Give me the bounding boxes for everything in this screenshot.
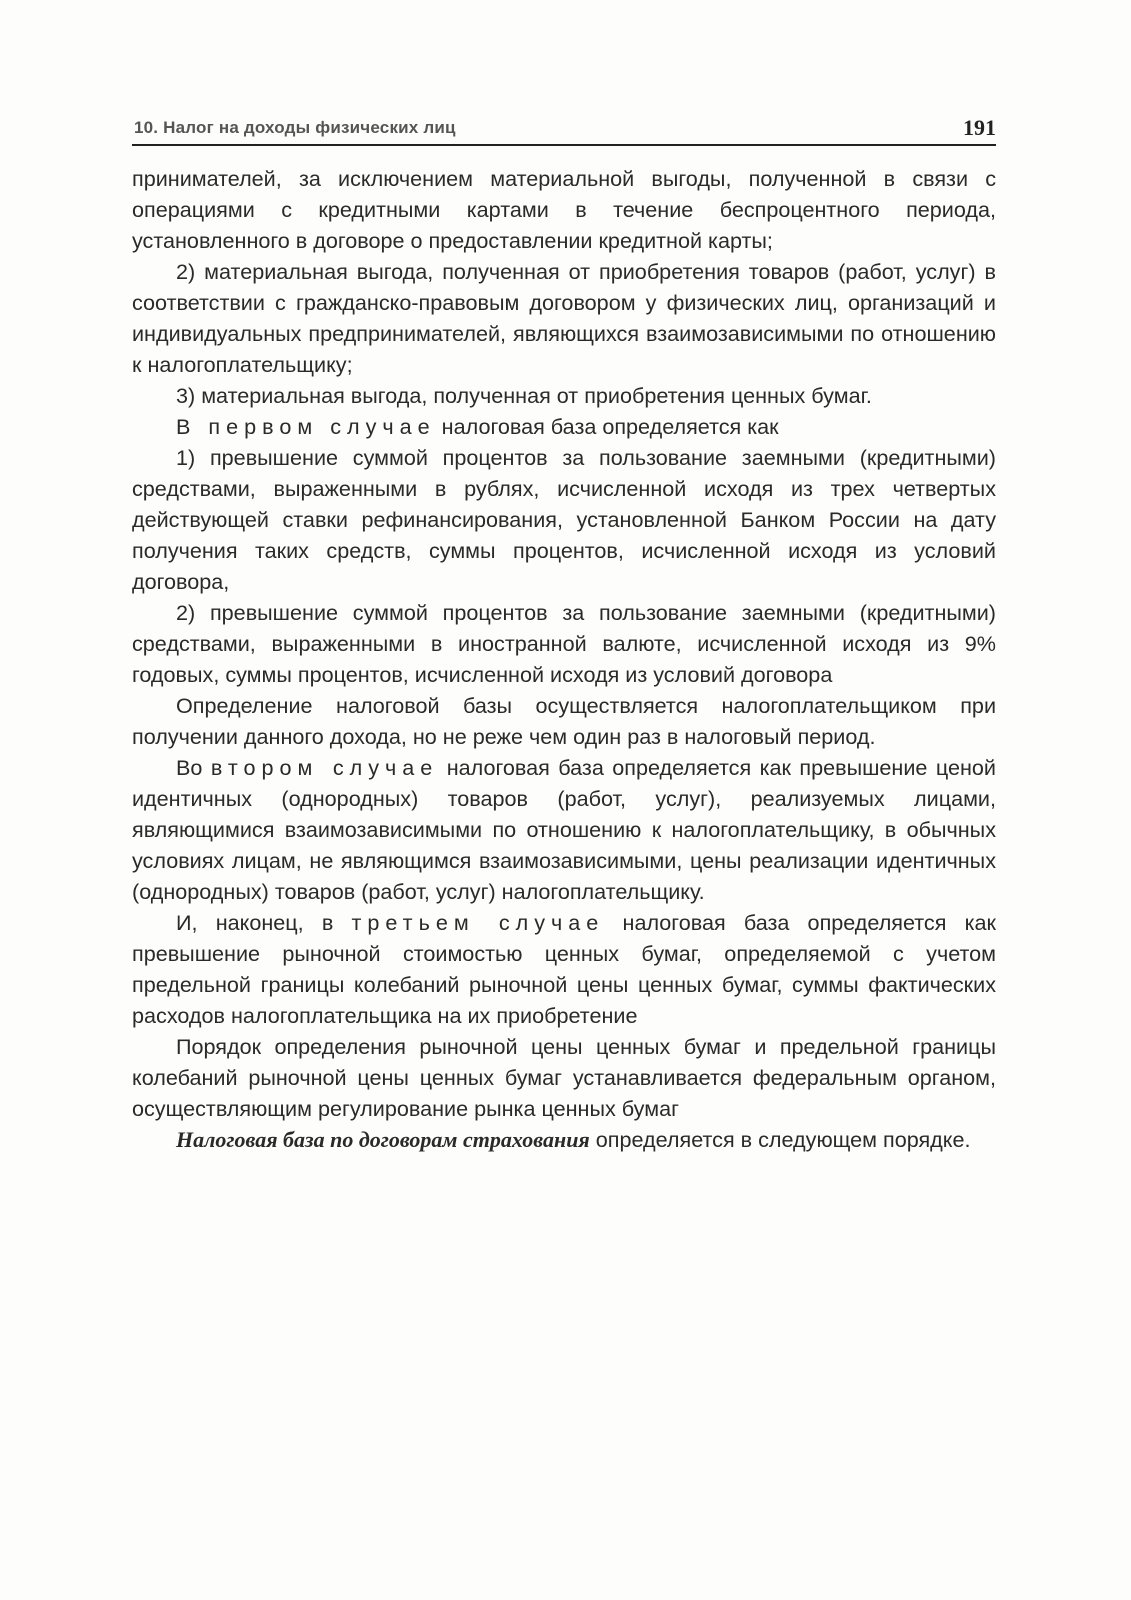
emphasis-italic: Налоговая база по договорам страхования (176, 1127, 590, 1152)
paragraph: 1) превышение суммой процентов за пользование заемными (кредитными) средствами, выраженными в рублях, исчисленной исходя из трех четвертых действующей ставки рефинансирования, установленной Банком России на дату получения таких средств, суммы процентов, исчисленной исходя из условий договора, (132, 445, 996, 594)
chapter-title: 10. Налог на доходы физических лиц (134, 118, 456, 137)
paragraph-text: налоговая база определяется как превышение рыночной стоимостью ценных бумаг, определяемой с учетом предельной границы колебаний рыночной цены ценных бумаг, суммы фактических расходов налогоплательщика на их приобретение (132, 910, 996, 1028)
paragraph: 3) материальная выгода, полученная от приобретения ценных бумаг. (176, 383, 872, 408)
emphasis-spaced: третьем случае (351, 910, 605, 935)
paragraph (132, 411, 996, 442)
page-body (132, 163, 996, 1155)
paragraph-text: И, наконец, в (176, 910, 352, 935)
paragraph-text: налоговая база определяется как превышение ценой идентичных (однородных) товаров (работ, услуг), реализуемых лицами, являющимися взаимозависимыми по отношению к налогоплательщику, в обычных условиях лицам, не являющимся взаимозависимыми, цены реализации идентичных (однородных) товаров (работ, услуг) налогоплательщику. (132, 755, 996, 904)
paragraph-text: Во (176, 755, 211, 780)
paragraph: принимателей, за исключением материальной выгоды, полученной в связи с операциями с кредитными картами в течение беспроцентного периода, установленного в договоре о предоставлении кредитной карты; (132, 166, 996, 253)
paragraph: 2) материальная выгода, полученная от приобретения товаров (работ, услуг) в соответствии с гражданско-правовым договором у физических лиц, организаций и индивидуальных предпринимателей, являющихся взаимозависимыми по отношению к налогоплательщику; (132, 259, 996, 377)
paragraph: Определение налоговой базы осуществляется налогоплательщиком при получении данного дохода, но не реже чем один раз в налоговый период. (132, 693, 996, 749)
paragraph: 2) превышение суммой процентов за пользование заемными (кредитными) средствами, выраженными в иностранной валюте, исчисленной исходя из 9% годовых, суммы процентов, исчисленной исходя из условий договора (132, 600, 996, 687)
paragraph (132, 1124, 996, 1155)
page-number: 191 (963, 115, 996, 140)
paragraph (132, 907, 996, 1031)
paragraph: Порядок определения рыночной цены ценных бумаг и предельной границы колебаний рыночной цены ценных бумаг устанавливается федеральным органом, осуществляющим регулирование рынка ценных бумаг (132, 1034, 996, 1121)
paragraph-text: налоговая база определяется как (435, 414, 779, 439)
paragraph-text: определяется в следующем порядке. (589, 1127, 971, 1152)
emphasis-spaced: В первом случае (176, 414, 436, 439)
emphasis-spaced: втором случае (210, 755, 439, 780)
running-header (132, 112, 996, 146)
paragraph (132, 752, 996, 907)
